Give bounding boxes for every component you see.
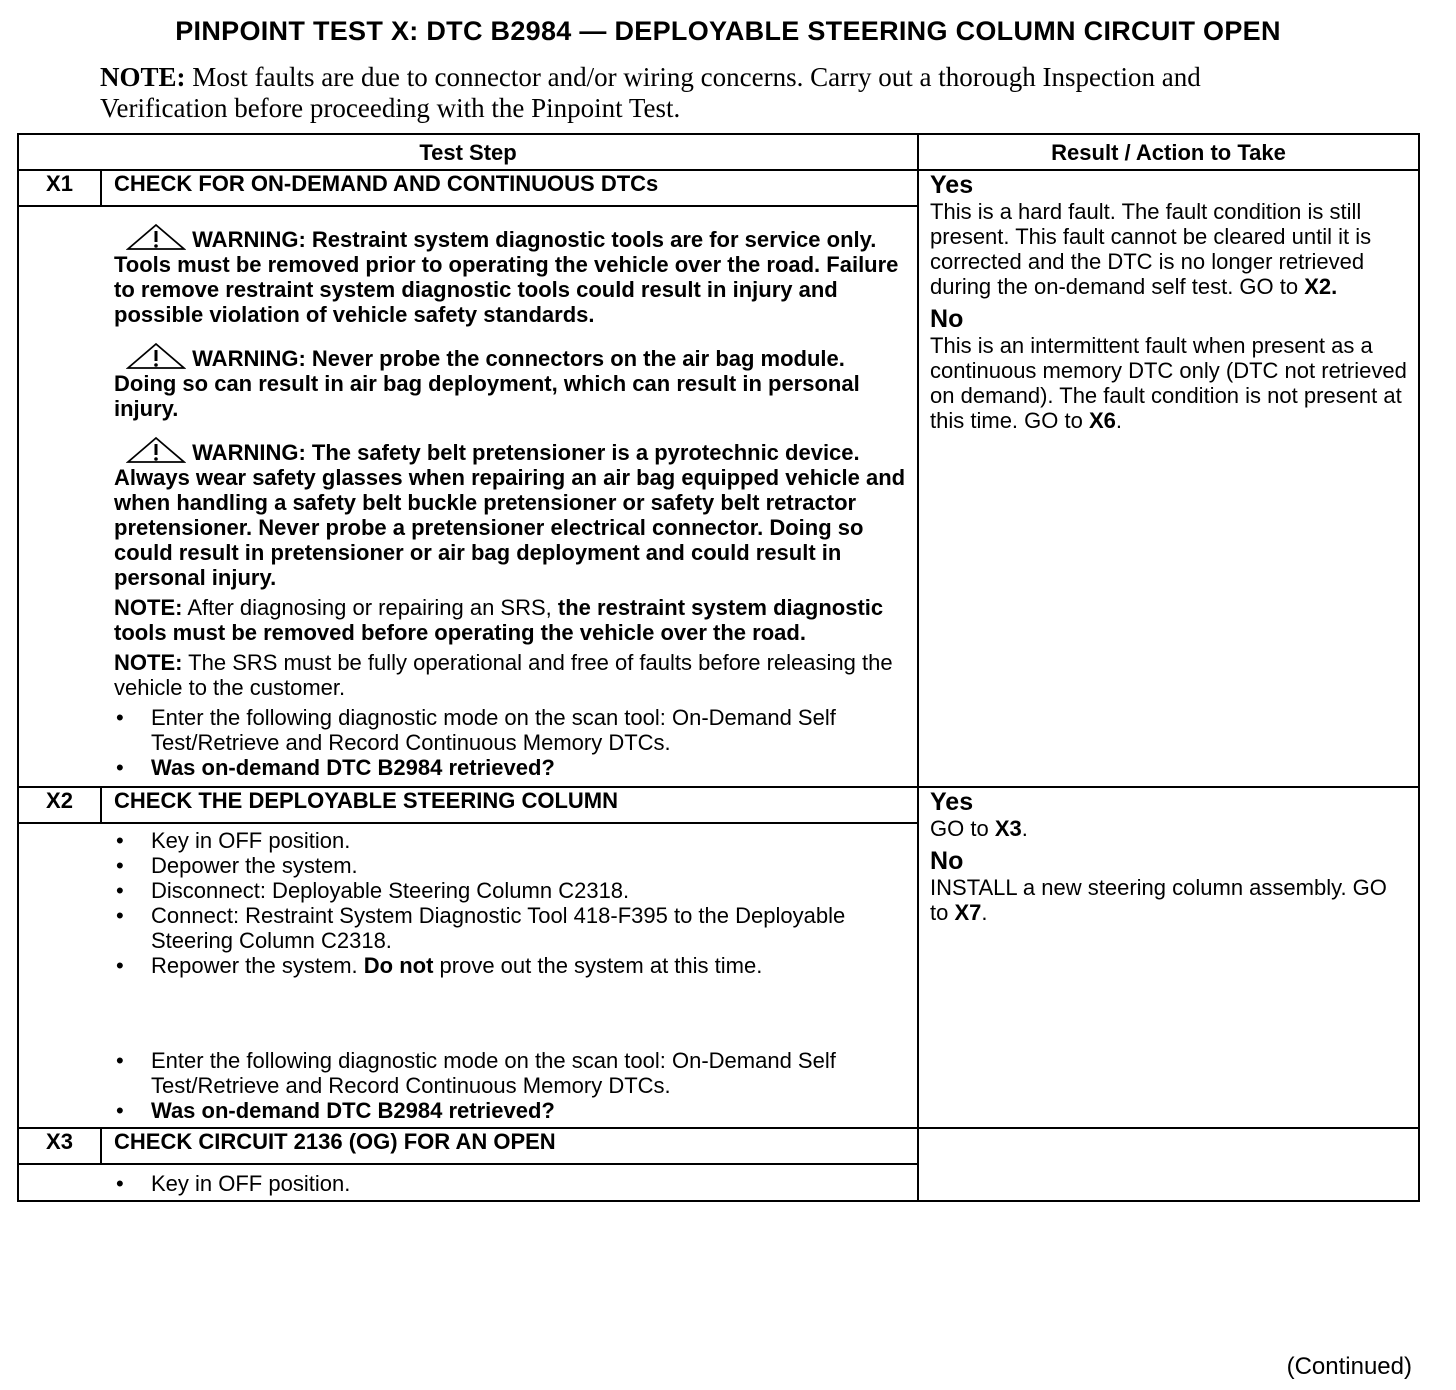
column-header-result: Result / Action to Take: [918, 134, 1419, 170]
intro-note-text: Most faults are due to connector and/or wiring concerns. Carry out a thorough Inspection and Verification before proceeding with the Pinpoint Test.: [100, 62, 1201, 123]
list-item: • Key in OFF position.: [116, 828, 351, 853]
list-item: • Depower the system.: [116, 853, 358, 878]
list-item: • Disconnect: Deployable Steering Column C2318.: [116, 878, 630, 903]
page-title: PINPOINT TEST X: DTC B2984 — DEPLOYABLE STEERING COLUMN CIRCUIT OPEN: [175, 16, 1281, 46]
list-item: • Was on-demand DTC B2984 retrieved?: [116, 1098, 555, 1123]
table-header-row: [18, 134, 1419, 170]
step-id: X1: [18, 170, 101, 206]
result-yes-text: GO to X3.: [930, 816, 1028, 841]
bullet-icon: •: [116, 1048, 124, 1073]
step-x3-body: [18, 1164, 918, 1201]
warning-block: WARNING: Never probe the connectors on the air bag module. Doing so can result in air bag deployment, which can result in personal injury.: [114, 342, 907, 421]
step-heading: CHECK FOR ON-DEMAND AND CONTINUOUS DTCs: [101, 170, 918, 206]
result-yes-text: This is a hard fault. The fault condition is still present. This fault cannot be cleared until it is corrected and the DTC is no longer retrieved during the on-demand self test. GO to X2.: [930, 199, 1372, 299]
step-x1-result: [918, 170, 1419, 787]
step-x2-result: [918, 787, 1419, 1128]
pinpoint-test-table: [17, 133, 1420, 1202]
step-x1-body: [18, 206, 918, 787]
result-yes-label: Yes: [930, 788, 974, 816]
bullet-icon: •: [116, 1171, 124, 1196]
step-id: X2: [18, 787, 101, 823]
result-no-text: This is an intermittent fault when present as a continuous memory DTC only (DTC not retrieved on demand). The fault condition is not present at this time. GO to X6.: [930, 333, 1407, 433]
goto-x7-link[interactable]: X7: [954, 900, 982, 925]
warning-triangle-icon: [126, 342, 186, 370]
step-x1-heading-row: [18, 170, 1419, 206]
intro-note: [100, 62, 1300, 124]
bullet-icon: •: [116, 705, 124, 730]
step-x2-heading-row: [18, 787, 1419, 823]
step-heading: CHECK THE DEPLOYABLE STEERING COLUMN: [101, 787, 918, 823]
intro-note-label: NOTE:: [100, 62, 186, 92]
bullet-icon: •: [116, 878, 124, 903]
step-x3-heading-row: [18, 1128, 1419, 1164]
column-header-test-step: Test Step: [18, 134, 918, 170]
list-item: • Enter the following diagnostic mode on the scan tool: On-Demand Self Test/Retrieve and Record Continuous Memory DTCs.: [116, 1048, 836, 1098]
note-block: NOTE: The SRS must be fully operational and free of faults before releasing the vehicle to the customer.: [114, 650, 893, 700]
list-item: • Enter the following diagnostic mode on the scan tool: On-Demand Self Test/Retrieve and Record Continuous Memory DTCs.: [116, 705, 836, 755]
list-item: • Key in OFF position.: [116, 1171, 351, 1196]
bullet-icon: •: [116, 828, 124, 853]
step-bullets: [114, 705, 907, 780]
note-block: NOTE: After diagnosing or repairing an SRS, the restraint system diagnostic tools must be removed before operating the vehicle over the road.: [114, 595, 884, 645]
result-no-label: No: [930, 305, 964, 333]
warning-triangle-icon: [126, 436, 186, 464]
list-item: • Was on-demand DTC B2984 retrieved?: [116, 755, 555, 780]
step-id: X3: [18, 1128, 101, 1164]
step-x3-result: [918, 1128, 1419, 1201]
step-heading: CHECK CIRCUIT 2136 (OG) FOR AN OPEN: [101, 1128, 918, 1164]
goto-x2-link[interactable]: X2: [1304, 274, 1332, 299]
bullet-icon: •: [116, 903, 124, 928]
continued-label: (Continued): [1286, 1353, 1412, 1380]
list-item: • Repower the system. Do not prove out the system at this time.: [116, 953, 763, 978]
bullet-icon: •: [116, 1098, 124, 1123]
result-no-label: No: [930, 847, 964, 875]
warning-triangle-icon: [126, 223, 186, 251]
step-x2-body: [18, 823, 918, 1128]
bullet-icon: •: [116, 755, 124, 780]
bullet-icon: •: [116, 953, 124, 978]
list-item: • Connect: Restraint System Diagnostic Tool 418-F395 to the Deployable Steering Column C2318.: [116, 903, 846, 953]
result-no-text: INSTALL a new steering column assembly. GO to X7.: [930, 875, 1387, 925]
step-bullets: [114, 828, 907, 978]
warning-block: WARNING: Restraint system diagnostic tools are for service only. Tools must be removed prior to operating the vehicle over the road. Failure to remove restraint system diagnostic tools could result in injury and possible violation of vehicle safety standards.: [114, 223, 907, 327]
step-bullets: [114, 1171, 907, 1196]
warning-block: WARNING: The safety belt pretensioner is a pyrotechnic device. Always wear safety glasses when repairing an air bag equipped vehicle and when handling a safety belt buckle pretensioner or safety belt retractor pretensioner. Never probe a pretensioner electrical connector. Doing so could result in pretensioner or air bag deployment and could result in personal injury.: [114, 436, 907, 590]
result-yes-label: Yes: [930, 171, 974, 199]
goto-x6-link[interactable]: X6: [1088, 408, 1116, 433]
step-bullets: [114, 1048, 907, 1123]
bullet-icon: •: [116, 853, 124, 878]
goto-x3-link[interactable]: X3: [994, 816, 1022, 841]
